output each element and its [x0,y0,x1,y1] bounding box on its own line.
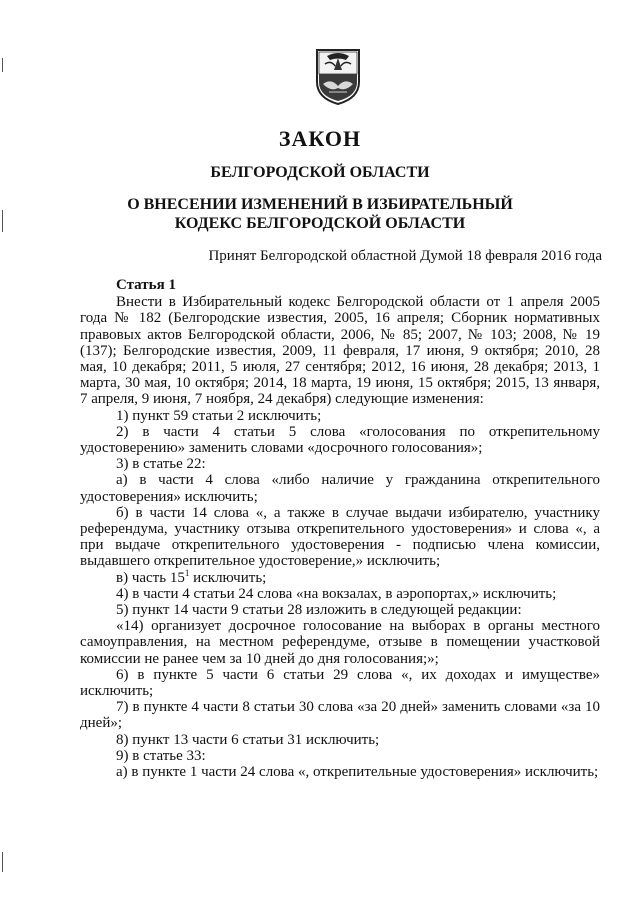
page-edge-mark [2,58,3,72]
document-subject [0,195,640,233]
adoption-note: Принят Белгородской областной Думой 18 февраля 2016 года [208,248,602,264]
item-text: исключить; [189,569,267,586]
article-intro: Внести в Избирательный кодекс Белгородской области от 1 апреля 2005 года № 182 (Белгородские известия, 2005, 16 апреля; Сборник нормативных правовых актов Белгородской области, 2006, № 85; 2007, № 103; 2008, № 19 (137); Белгородские известия, 2009, 11 февраля, 17 июня, 9 октября; 2010, 28 мая, 10 декабря; 2011, 5 июля, 27 сентября; 2012, 16 июня, 28 декабря; 2013, 1 марта, 30 мая, 10 октября; 2014, 18 марта, 19 июня, 15 октября; 2015, 13 января, 7 апреля, 9 июня, 7 ноября, 24 декабря) следующие изменения: [80,294,600,408]
document-body [80,277,600,780]
amendment-item: 7) в пункте 4 части 8 статьи 30 слова «за 20 дней» заменить словами «за 10 дней»; [80,699,600,732]
amendment-item: 9) в статье 33: [116,747,206,764]
page-edge-mark [2,852,3,872]
amendment-item: 3) в статье 22: [116,456,206,473]
amendment-item: 6) в пункте 5 части 6 статьи 29 слова «, их доходах и имуществе» исключить; [80,666,600,700]
amendment-item: 2) в части 4 статьи 5 слова «голосования по открепительному удостоверению» заменить словами «досрочного голосования»; [80,423,600,457]
subject-line: КОДЕКС БЕЛГОРОДСКОЙ ОБЛАСТИ [174,215,466,232]
amendment-item [80,567,600,586]
subject-line: О ВНЕСЕНИИ ИЗМЕНЕНИЙ В ИЗБИРАТЕЛЬНЫЙ [127,196,513,213]
document-region: БЕЛГОРОДСКОЙ ОБЛАСТИ [210,164,430,181]
amendment-item: 8) пункт 13 части 6 статьи 31 исключить; [116,731,380,748]
document-title: ЗАКОН [278,126,362,151]
amendment-item: б) в части 14 слова «, а также в случае выдачи избирателю, участнику референдума, участнику отзыва открепительного удостоверения» и слова «, а при выдаче открепительного удостоверения - подписью члена комиссии, выдавшего открепительное удостоверение,» исключить; [80,504,600,570]
amendment-item: «14) организует досрочное голосование на выборах в органы местного самоуправления, на местном референдуме, отзыве в помещении участковой комиссии не ранее чем за 10 дней до дня голосования;»; [80,618,600,667]
amendment-item: 5) пункт 14 части 9 статьи 28 изложить в следующей редакции: [116,602,522,619]
article-heading: Статья 1 [116,277,176,293]
item-text: в) часть 15 [116,569,185,586]
coat-of-arms-emblem [313,46,363,108]
amendment-item: 4) в части 4 статьи 24 слова «на вокзалах, в аэропортах,» исключить; [116,585,557,602]
amendment-item: 1) пункт 59 статьи 2 исключить; [116,407,322,424]
superscript-index: 1 [184,567,190,578]
amendment-item: а) в части 4 слова «либо наличие у гражданина открепительного удостоверения» исключить; [80,472,600,505]
amendment-item: а) в пункте 1 части 24 слова «, открепительные удостоверения» исключить; [116,764,599,781]
